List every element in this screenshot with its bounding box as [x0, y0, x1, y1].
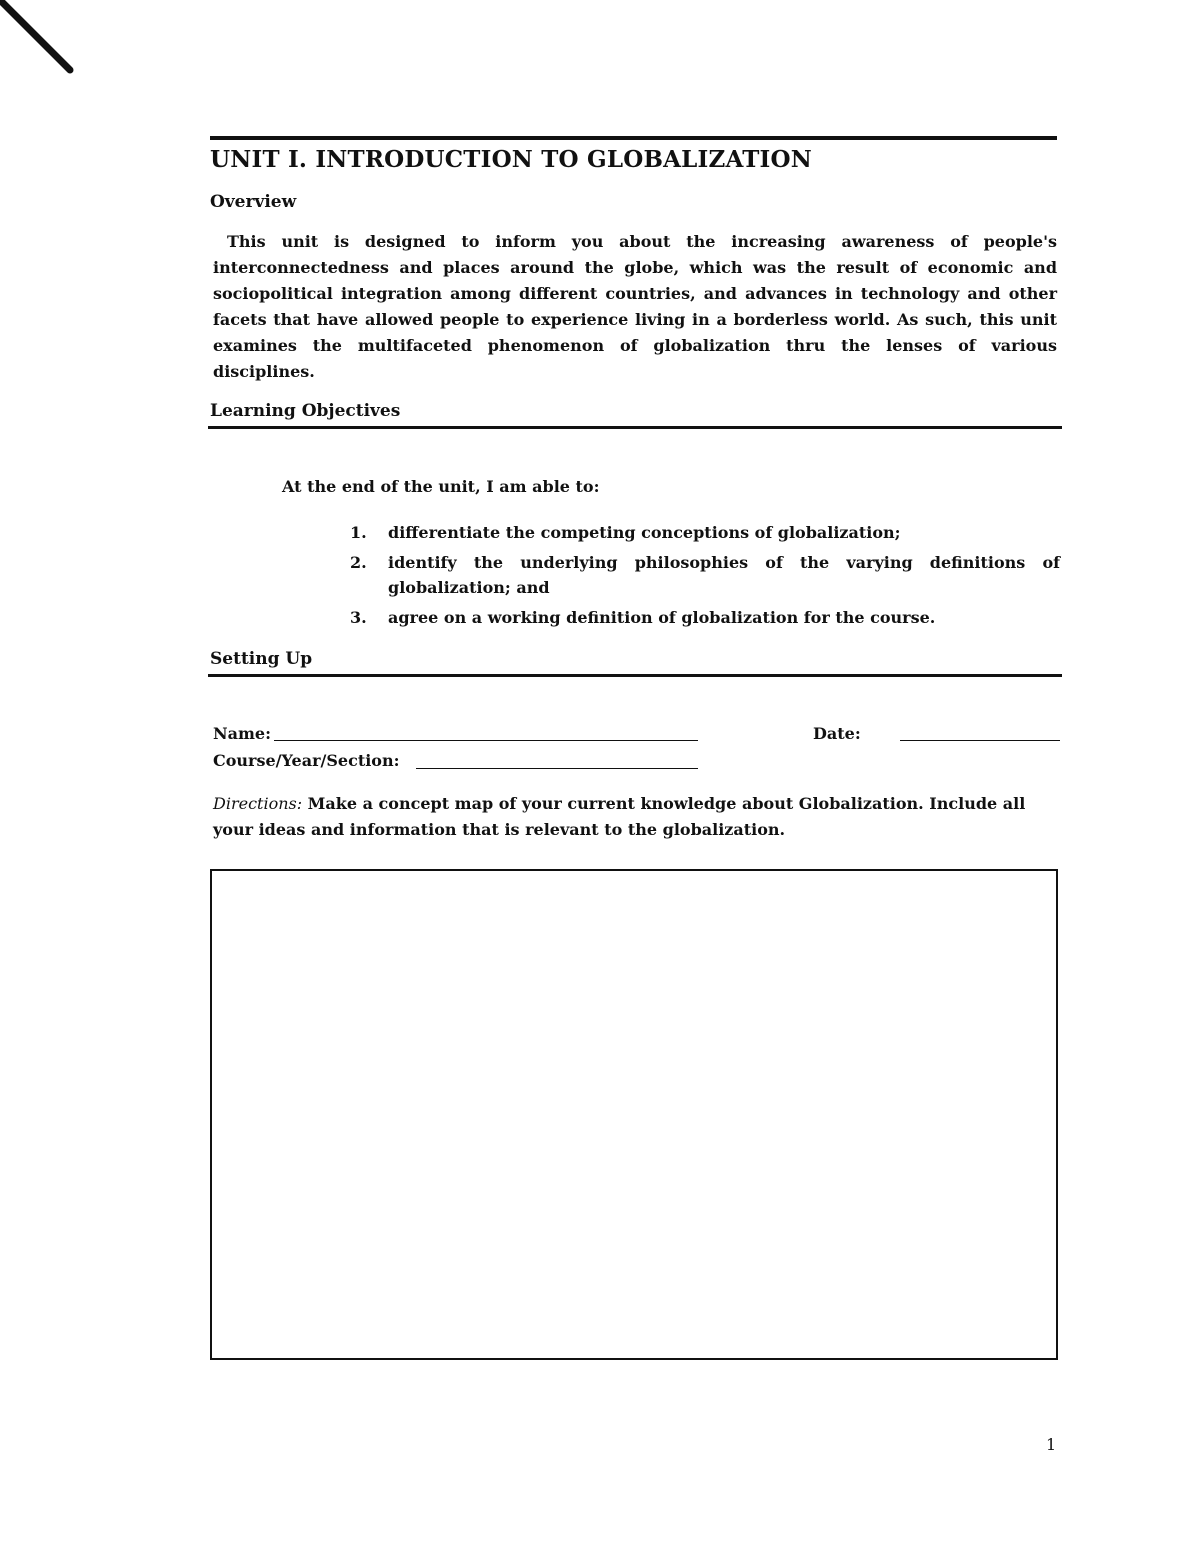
- setting-up-rule: [208, 674, 1062, 677]
- objectives-list: [350, 520, 1060, 635]
- name-label: Name:: [213, 724, 272, 743]
- list-item-number: 2.: [350, 553, 367, 572]
- date-label: Date:: [813, 724, 861, 743]
- directions-lead: Directions:: [213, 794, 303, 813]
- learning-objectives-rule: [208, 426, 1062, 429]
- directions-text: [213, 791, 1059, 843]
- date-field[interactable]: [900, 740, 1060, 741]
- list-item-text: agree on a working definition of globalization for the course.: [388, 608, 936, 627]
- list-item: [350, 520, 1060, 545]
- list-item-text: differentiate the competing conceptions of globalization;: [388, 523, 901, 542]
- learning-objectives-heading: Learning Objectives: [210, 401, 401, 421]
- directions-body: Make a concept map of your current knowledge about Globalization. Include all your ideas and information that is relevant to the globalization.: [213, 794, 1026, 839]
- list-item: [350, 605, 1060, 630]
- list-item: [350, 550, 1060, 600]
- page-title: UNIT I. INTRODUCTION TO GLOBALIZATION: [210, 146, 812, 173]
- objectives-intro: At the end of the unit, I am able to:: [282, 477, 600, 496]
- overview-paragraph: This unit is designed to inform you about the increasing awareness of people's interconnectedness and places around the globe, which was the result of economic and sociopolitical integration among different countries, and advances in technology and other facets that have allowed people to experience living in a borderless world. As such, this unit examines the multifaceted phenomenon of globalization thru the lenses of various disciplines.: [213, 232, 1057, 381]
- concept-map-box[interactable]: [210, 869, 1058, 1360]
- course-year-section-field[interactable]: [416, 768, 698, 769]
- list-item-number: 1.: [350, 523, 367, 542]
- course-year-section-label: Course/Year/Section:: [213, 751, 400, 770]
- name-field[interactable]: [274, 740, 698, 741]
- overview-heading: Overview: [210, 192, 297, 212]
- page-number: 1: [1046, 1435, 1057, 1454]
- list-item-text: identify the underlying philosophies of the varying definitions of globalization; and: [388, 553, 1060, 597]
- top-rule: [210, 136, 1057, 140]
- list-item-number: 3.: [350, 608, 367, 627]
- corner-diagonal-mark: [0, 0, 80, 80]
- setting-up-heading: Setting Up: [210, 649, 313, 669]
